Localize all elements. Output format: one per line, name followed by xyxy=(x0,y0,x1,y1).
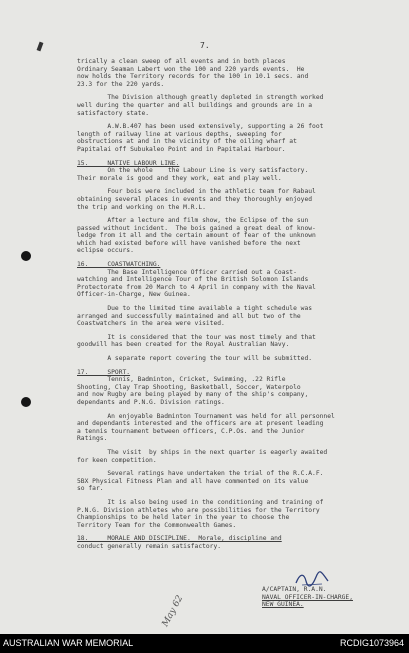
body-line: goodwill has been created for the Royal Australian Navy. xyxy=(77,341,290,349)
body-line: ledge from it all and the certain amount of fear of the unknown xyxy=(77,232,316,240)
punch-hole xyxy=(21,251,31,261)
body-line: A.W.B.407 has been used extensively, supporting a 26 foot xyxy=(77,123,324,131)
body-line: obtaining several places in events and they thoroughly enjoyed xyxy=(77,195,313,203)
archive-reference: RCDIG1073964 xyxy=(339,638,404,648)
signatory-location: NEW GUINEA. xyxy=(262,601,304,609)
section-heading: 18. MORALE AND DISCIPLINE. Morale, discipline and xyxy=(77,535,282,543)
body-line: Shooting, Clay Trap Shooting, Basketball, Soccer, Waterpolo xyxy=(77,383,301,391)
handwritten-date-note xyxy=(150,594,186,630)
body-line: Territory Team for the Commonwealth Games. xyxy=(77,521,237,529)
body-line: Due to the limited time available a tight schedule was xyxy=(77,305,313,313)
body-line: A separate report covering the tour will be submitted. xyxy=(77,355,313,362)
signature-block xyxy=(262,586,353,609)
body-line: It is also being used in the conditioning and training of xyxy=(77,498,324,506)
body-line: dependants and P.N.G. Division ratings. xyxy=(77,398,225,406)
body-line: The Base Intelligence Officer carried out a Coast- xyxy=(77,268,297,276)
body-line: Papitalai off Subukaleo Point and in Papitalai Harbour. xyxy=(77,145,286,153)
body-line: On the whole the Labour Line is very satisfactory. xyxy=(77,167,309,175)
body-line: and dependants interested and the officers are at present leading xyxy=(77,420,324,428)
body-line: Ratings. xyxy=(77,435,108,443)
body-line: The Division although greatly depleted in strength worked xyxy=(77,94,324,102)
margin-mark xyxy=(37,42,44,52)
section-heading: 17. SPORT. xyxy=(77,368,131,376)
body-line: Tennis, Badminton, Cricket, Swimming, .22 Rifle xyxy=(77,376,286,384)
punch-hole xyxy=(21,397,31,407)
body-line: arranged and successfully maintained and all but two of the xyxy=(77,312,301,320)
body-line: eclipse occurs. xyxy=(77,247,134,255)
body-line: An enjoyable Badminton Tournament was held for all personnel xyxy=(77,412,335,420)
body-line: for keen competition. xyxy=(77,456,157,464)
body-line: 23.3 for the 220 yards. xyxy=(77,80,165,88)
body-line: so far. xyxy=(77,485,104,493)
page-number: 7. xyxy=(200,41,210,50)
body-line: trically a clean sweep of all events and in both places xyxy=(77,58,286,65)
body-line: Protectorate from 20 March to 4 April in company with the Naval xyxy=(77,283,316,291)
body-line: Four bois were included in the athletic team for Rabaul xyxy=(77,188,316,196)
signatory-rank: A/CAPTAIN, R.A.N. xyxy=(262,586,327,593)
handwritten-date-text: May 62 xyxy=(160,594,186,629)
body-line: now holds the Territory records for the 100 in 10.1 secs. and xyxy=(77,73,309,81)
body-line: which had existed before will have vanished before the next xyxy=(77,239,301,247)
body-line: well during the quarter and all buildings and grounds are in a xyxy=(77,101,313,109)
body-line: Officer-in-Charge, New Guinea. xyxy=(77,291,191,299)
body-line: the trip and working on the M.R.L. xyxy=(77,203,206,211)
body-line: Coastwatchers in the area were visited. xyxy=(77,320,225,328)
body-line: 5BX Physical Fitness Plan and all have commented on its value xyxy=(77,477,309,485)
body-line: passed without incident. The bois gained a great deal of know- xyxy=(77,224,316,232)
document-body xyxy=(77,58,377,550)
body-line: obstructions at and in the vicinity of the oiling wharf at xyxy=(77,138,297,146)
body-line: a tennis tournament between officers, C.P.Os. and the Junior xyxy=(77,427,305,435)
body-line: Ordinary Seaman Labert won the 100 and 220 yards events. He xyxy=(77,65,305,73)
body-line: watching and Intelligence Tour of the British Solomon Islands xyxy=(77,276,309,284)
body-line: conduct generally remain satisfactory. xyxy=(77,542,222,550)
body-line: and now Rugby are being played by many of the ship's company, xyxy=(77,391,309,399)
section-heading: 16. COASTWATCHING. xyxy=(77,261,161,269)
archive-name: AUSTRALIAN WAR MEMORIAL xyxy=(3,638,134,648)
body-line: It is considered that the tour was most timely and that xyxy=(77,333,316,341)
body-line: P.N.G. Division athletes who are possibilities for the Territory xyxy=(77,506,320,514)
section-heading: 15. NATIVE LABOUR LINE. xyxy=(77,159,180,167)
body-line: The visit by ships in the next quarter is eagerly awaited xyxy=(77,448,328,456)
archive-footer xyxy=(0,634,409,653)
body-line: After a lecture and film show, the Eclipse of the sun xyxy=(77,217,309,225)
body-line: satisfactory state. xyxy=(77,109,150,117)
body-line: Several ratings have undertaken the trial of the R.C.A.F. xyxy=(77,470,324,478)
body-line: Championships to be held later in the year to choose the xyxy=(77,514,290,522)
signatory-title: NAVAL OFFICER-IN-CHARGE, xyxy=(262,593,353,601)
body-line: Their morale is good and they work, eat and play well. xyxy=(77,174,282,182)
body-line: length of railway line at various depths, sweeping for xyxy=(77,130,282,138)
